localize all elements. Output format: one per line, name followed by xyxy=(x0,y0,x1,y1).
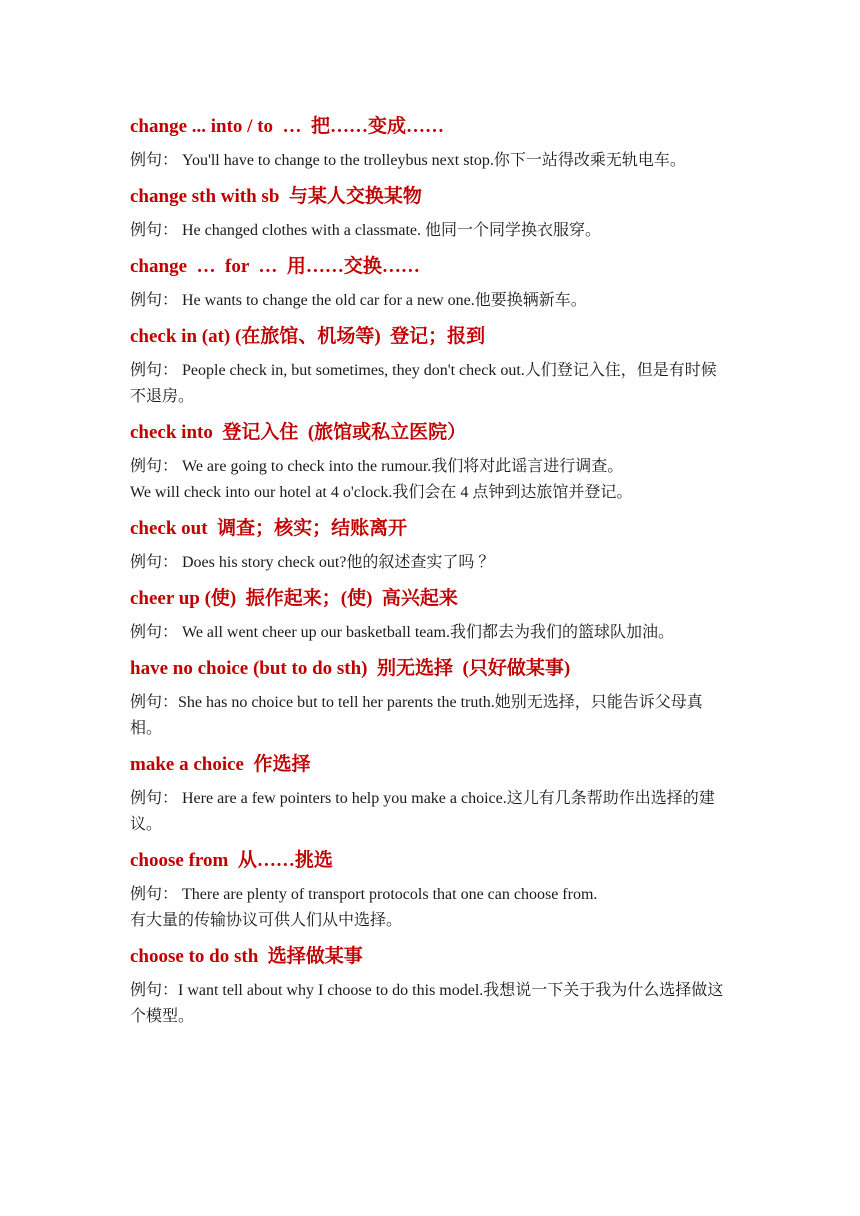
phrase-entry xyxy=(130,942,732,1030)
example-line: 例句： Here are a few pointers to help you make a choice.这儿有几条帮助作出选择的建议。 xyxy=(130,790,715,833)
phrase-heading: make a choice 作选择 xyxy=(130,754,311,775)
phrase-entry xyxy=(130,252,732,314)
example-sentence xyxy=(130,882,732,934)
phrase-entry xyxy=(130,418,732,506)
document-page xyxy=(130,112,732,1038)
example-line: 例句： He wants to change the old car for a new one.他要换辆新车。 xyxy=(130,292,587,309)
phrase-heading: change … for … 用……交换…… xyxy=(130,256,420,277)
phrase-heading: choose to do sth 选择做某事 xyxy=(130,946,363,967)
phrase-entry xyxy=(130,584,732,646)
example-line: 例句： We all went cheer up our basketball team.我们都去为我们的篮球队加油。 xyxy=(130,624,674,641)
phrase-entry xyxy=(130,846,732,934)
phrase-heading: check out 调查；核实；结账离开 xyxy=(130,518,408,539)
example-line: 例句： People check in, but sometimes, they don't check out.人们登记入住，但是有时候不退房。 xyxy=(130,362,717,405)
example-sentence xyxy=(130,148,732,174)
example-line: 例句： We are going to check into the rumour.我们将对此谣言进行调查。 xyxy=(130,458,624,475)
example-sentence xyxy=(130,786,732,838)
phrase-heading: check into 登记入住 (旅馆或私立医院） xyxy=(130,422,467,443)
example-line: 例句： You'll have to change to the trolleybus next stop.你下一站得改乘无轨电车。 xyxy=(130,152,686,169)
phrase-heading: change sth with sb 与某人交换某物 xyxy=(130,186,422,207)
phrase-heading: choose from 从……挑选 xyxy=(130,850,333,871)
example-sentence xyxy=(130,690,732,742)
example-sentence xyxy=(130,550,732,576)
example-sentence xyxy=(130,358,732,410)
example-sentence xyxy=(130,978,732,1030)
example-sentence xyxy=(130,288,732,314)
example-line: 有大量的传输协议可供人们从中选择。 xyxy=(130,912,403,929)
phrase-entry xyxy=(130,654,732,742)
example-line: We will check into our hotel at 4 o'clock.我们会在 4 点钟到达旅馆并登记。 xyxy=(130,484,633,501)
example-sentence xyxy=(130,454,732,506)
phrase-heading: cheer up (使) 振作起来；(使) 高兴起来 xyxy=(130,588,458,609)
example-line: 例句：She has no choice but to tell her parents the truth.她别无选择，只能告诉父母真相。 xyxy=(130,694,703,737)
example-line: 例句： He changed clothes with a classmate. 他同一个同学换衣服穿。 xyxy=(130,222,602,239)
phrase-heading: have no choice (but to do sth) 别无选择 (只好做某事) xyxy=(130,658,571,679)
phrase-entry xyxy=(130,750,732,838)
example-line: 例句： There are plenty of transport protocols that one can choose from. xyxy=(130,886,598,903)
phrase-entry xyxy=(130,322,732,410)
example-sentence xyxy=(130,620,732,646)
phrase-entry xyxy=(130,182,732,244)
phrase-heading: change ... into / to … 把……变成…… xyxy=(130,116,445,137)
phrase-heading: check in (at) (在旅馆、机场等) 登记；报到 xyxy=(130,326,486,347)
phrase-entry xyxy=(130,514,732,576)
example-sentence xyxy=(130,218,732,244)
phrase-entry xyxy=(130,112,732,174)
example-line: 例句： Does his story check out?他的叙述查实了吗 ？ xyxy=(130,554,495,571)
example-line: 例句：I want tell about why I choose to do this model.我想说一下关于我为什么选择做这个模型。 xyxy=(130,982,724,1025)
